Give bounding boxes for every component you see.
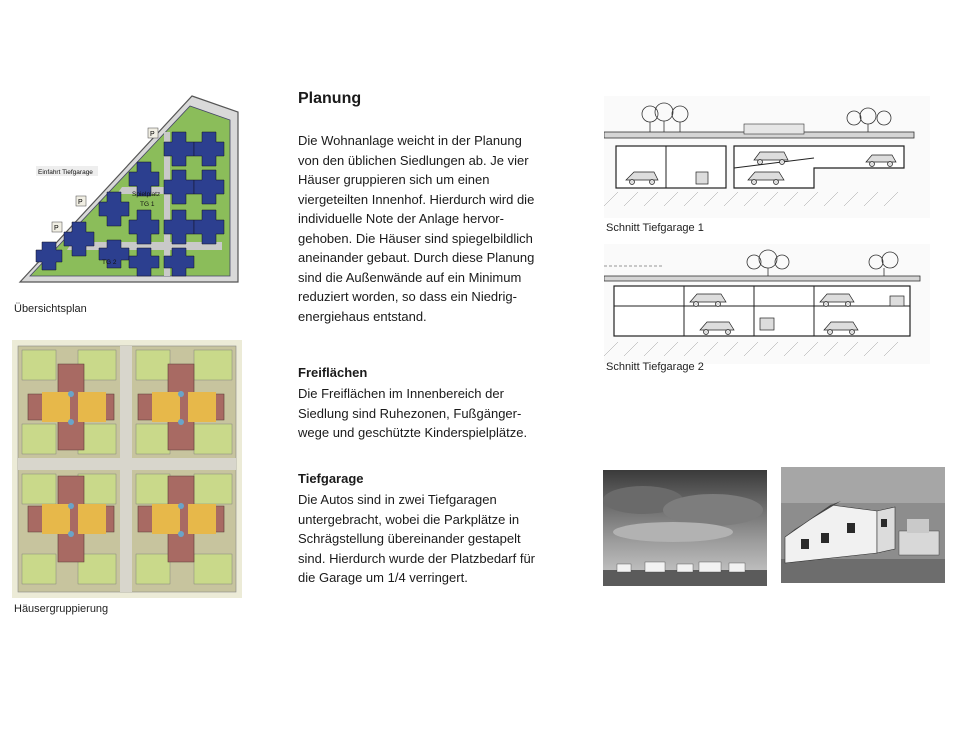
planning-line: gehoben. Die Häuser sind spiegelbildlich <box>298 230 533 246</box>
planning-line: viergeteilten Innenhof. Hierdurch wird die <box>298 191 535 207</box>
parking-marker-2: P <box>78 199 83 206</box>
garage-line: untergebracht, wobei die Parkplätze in <box>298 511 520 527</box>
garage-line: sind. Hierdurch wurde der Platzbedarf für <box>298 550 536 566</box>
planning-line: sind die Außenwände auf ein Minimum <box>298 269 522 285</box>
garage-line: Schrägstellung übereinander gestapelt <box>298 531 521 546</box>
garage-paragraph <box>298 490 556 588</box>
garage-line: die Garage um 1/4 verringert. <box>298 570 468 585</box>
planning-line: individuelle Note der Anlage hervor- <box>298 211 504 226</box>
section-drawing-1 <box>604 96 930 218</box>
house-grouping-caption: Häusergruppierung <box>14 603 109 615</box>
planning-line: reduziert worden, so dass ein Niedrig- <box>298 289 517 304</box>
open-space-title: Freiflächen <box>298 365 368 380</box>
planning-line: Die Wohnanlage weicht in der Planung <box>298 133 522 148</box>
open-space-line: Siedlung sind Ruhezonen, Fußgänger- <box>298 405 522 421</box>
section-1-caption: Schnitt Tiefgarage 1 <box>606 222 704 234</box>
site-label-entrance: Einfahrt Tiefgarage <box>38 169 93 176</box>
planning-paragraph <box>298 131 556 326</box>
section-drawing-2 <box>604 244 930 364</box>
section-2-caption: Schnitt Tiefgarage 2 <box>606 361 704 373</box>
house-grouping-drawing <box>12 340 242 598</box>
photo-2 <box>781 467 945 583</box>
planning-line: energiehaus entstand. <box>298 308 427 324</box>
site-label-playground: Spielplatz <box>132 191 161 198</box>
garage-line: Die Autos sind in zwei Tiefgaragen <box>298 492 497 507</box>
photo-settlement-distance <box>603 470 767 586</box>
site-label-tg1: TG 1 <box>140 201 155 208</box>
site-label-tg2: TG 2 <box>102 259 117 266</box>
open-space-line: Die Freiflächen im Innenbereich der <box>298 386 504 401</box>
photo-houses-closeup <box>781 467 945 583</box>
section-1-drawing <box>604 96 930 218</box>
planning-title: Planung <box>298 90 362 107</box>
planning-line: aneinander gebaut. Durch diese Planung <box>298 250 535 265</box>
photo-1 <box>603 470 767 586</box>
garage-title: Tiefgarage <box>298 471 364 486</box>
parking-marker-3: P <box>54 225 59 232</box>
parking-marker-1: P <box>150 131 155 138</box>
planning-line: von den üblichen Siedlungen ab. Je vier <box>298 152 529 168</box>
section-2-drawing <box>604 244 930 364</box>
open-space-paragraph <box>298 384 556 443</box>
site-plan-caption: Übersichtsplan <box>14 303 87 315</box>
site-plan-drawing <box>12 92 246 288</box>
open-space-line: wege und geschützte Kinderspielplätze. <box>298 425 528 440</box>
house-grouping-figure <box>12 340 242 598</box>
site-plan-figure <box>12 92 246 288</box>
planning-line: Häuser gruppieren sich um einen <box>298 172 490 187</box>
